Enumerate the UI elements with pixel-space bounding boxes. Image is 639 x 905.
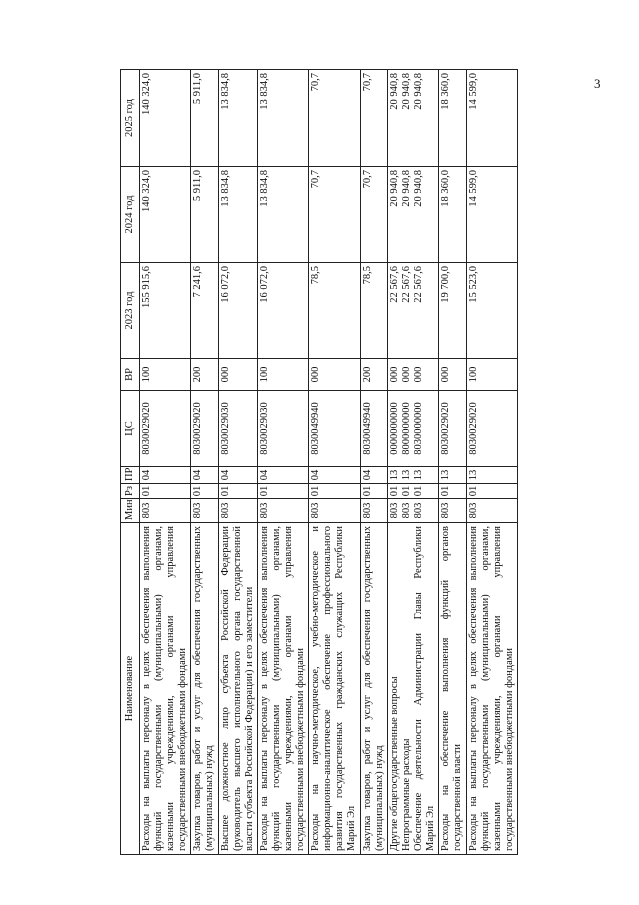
- row-name-line: Обеспечение деятельности Администрации Главы Республики: [412, 526, 424, 851]
- cell-value: 803: [412, 502, 424, 519]
- cell-min: 803: [218, 499, 257, 523]
- cell-value: 20 940,8: [388, 73, 400, 110]
- header-pr: ПР: [121, 467, 140, 484]
- cell-value: 803: [388, 502, 400, 519]
- cell-vr: 200: [360, 359, 387, 391]
- cell-vr: 100: [466, 359, 517, 391]
- cell-value: 20 940,8: [400, 170, 412, 207]
- cell-pr: 13: [439, 467, 466, 484]
- row-name-line: Закупка товаров, работ и услуг для обеспечения государственных: [361, 526, 373, 851]
- cell-rz: 01: [257, 484, 308, 499]
- cell-pr: 04: [257, 467, 308, 484]
- cell-value: 13: [400, 469, 412, 481]
- row-name-line: государственными внебюджетными фондами: [503, 647, 515, 851]
- cell-value: 8030000000: [412, 402, 424, 455]
- table-row: [191, 70, 218, 855]
- table-row: [466, 70, 517, 855]
- row-name-line: казенными учреждениями, органами управления: [165, 526, 176, 851]
- cell-rz: 01: [466, 484, 517, 499]
- cell-y2025: 5 911,0: [191, 70, 218, 167]
- table-row: [140, 70, 191, 855]
- cell-y2023: 16 072,0: [218, 263, 257, 359]
- cell-value: 13: [412, 469, 424, 481]
- cell-y2023: 78,5: [309, 263, 360, 359]
- cell-y2025: 14 599,0: [466, 70, 517, 167]
- cell-rz: 01: [360, 484, 387, 499]
- page-number: 3: [594, 76, 601, 91]
- table-row: [218, 70, 257, 855]
- row-name-line: (муниципальных) нужд: [373, 745, 385, 851]
- row-name-line: информационно-аналитическое обеспечение профессионального: [322, 526, 334, 851]
- cell-value: 01: [388, 485, 400, 497]
- row-name-line: Расходы на научно-методическое, учебно-методическое и: [310, 526, 322, 851]
- cell-y2024: [387, 167, 438, 263]
- row-name-line: развития государственных гражданских служащих Республики: [334, 526, 346, 851]
- cell-y2023: 155 915,6: [140, 263, 191, 359]
- cell-value: 20 940,8: [412, 73, 424, 110]
- cell-cs: [387, 391, 438, 467]
- cell-pr: 13: [466, 467, 517, 484]
- cell-min: 803: [191, 499, 218, 523]
- header-rz: Рз: [121, 484, 140, 499]
- budget-table: [120, 69, 518, 855]
- row-name-line: (руководитель высшего исполнительного органа государственной: [231, 526, 243, 851]
- header-2023: 2023 год: [121, 263, 140, 359]
- row-name-line: государственными внебюджетными фондами: [177, 647, 188, 851]
- row-name-line: Закупка товаров, работ и услуг для обеспечения государственных: [192, 526, 204, 851]
- cell-rz: 01: [309, 484, 360, 499]
- cell-y2023: [387, 263, 438, 359]
- row-name-cell: [140, 523, 191, 855]
- cell-y2024: 14 599,0: [466, 167, 517, 263]
- cell-y2025: [387, 70, 438, 167]
- cell-value: 13: [388, 469, 400, 481]
- cell-y2024: 70,7: [309, 167, 360, 263]
- cell-rz: 01: [439, 484, 466, 499]
- cell-cs: 8030049940: [309, 391, 360, 467]
- cell-min: 803: [360, 499, 387, 523]
- row-name-line: Марий Эл: [424, 805, 436, 851]
- cell-pr: 04: [140, 467, 191, 484]
- cell-y2024: 140 324,0: [140, 167, 191, 263]
- cell-pr: [387, 467, 438, 484]
- cell-value: 0000000000: [388, 402, 400, 455]
- cell-cs: 8030029020: [191, 391, 218, 467]
- cell-value: 22 567,6: [412, 266, 424, 303]
- row-name-line: Непрограммные расходы: [400, 738, 412, 851]
- header-min: Мин: [121, 499, 140, 523]
- cell-vr: [387, 359, 438, 391]
- cell-vr: 000: [309, 359, 360, 391]
- cell-y2025: 70,7: [309, 70, 360, 167]
- cell-value: 01: [412, 485, 424, 497]
- row-name-cell: [257, 523, 308, 855]
- table-header-row: [121, 70, 140, 855]
- row-name-line: государственными внебюджетными фондами: [294, 647, 306, 851]
- cell-cs: 8030029020: [439, 391, 466, 467]
- cell-min: 803: [257, 499, 308, 523]
- cell-rz: [387, 484, 438, 499]
- table-row: [309, 70, 360, 855]
- header-2024: 2024 год: [121, 167, 140, 263]
- cell-value: 803: [400, 502, 412, 519]
- row-name-line: казенными учреждениями, органами управления: [282, 526, 294, 851]
- row-name-line: государственной власти: [452, 743, 464, 851]
- row-name-line: (муниципальных) нужд: [204, 745, 216, 851]
- row-name-line: Высшее должностное лицо субъекта Российской Федерации: [219, 526, 231, 851]
- row-name-cell: [360, 523, 387, 855]
- row-name-line: функций государственными (муниципальными) органами,: [479, 526, 491, 851]
- cell-y2023: 19 700,0: [439, 263, 466, 359]
- row-name-cell: [191, 523, 218, 855]
- cell-value: 20 940,8: [400, 73, 412, 110]
- cell-y2025: 140 324,0: [140, 70, 191, 167]
- cell-y2024: 13 834,8: [218, 167, 257, 263]
- cell-value: 000: [400, 366, 412, 383]
- cell-value: 20 940,8: [388, 170, 400, 207]
- cell-y2023: 16 072,0: [257, 263, 308, 359]
- cell-y2025: 70,7: [360, 70, 387, 167]
- cell-value: 22 567,6: [388, 266, 400, 303]
- cell-y2024: 13 834,8: [257, 167, 308, 263]
- row-name-line: власти субъекта Российской Федерации) и его заместители: [243, 586, 255, 851]
- row-name-line: Расходы на выплаты персоналу в целях обеспечения выполнения: [467, 526, 479, 851]
- cell-min: 803: [466, 499, 517, 523]
- header-cs: ЦС: [121, 391, 140, 467]
- cell-vr: 000: [218, 359, 257, 391]
- cell-min: [387, 499, 438, 523]
- row-name-line: Марий Эл: [346, 805, 358, 851]
- cell-y2025: 13 834,8: [257, 70, 308, 167]
- row-name-cell: [387, 523, 438, 855]
- cell-min: 803: [140, 499, 191, 523]
- header-name: Наименование: [121, 523, 140, 855]
- header-vr: ВР: [121, 359, 140, 391]
- cell-cs: 8030029020: [140, 391, 191, 467]
- row-name-line: функций государственными (муниципальными) органами,: [153, 526, 164, 851]
- row-name-cell: [309, 523, 360, 855]
- row-name-line: казенными учреждениями, органами управления: [491, 526, 503, 851]
- cell-y2023: 7 241,6: [191, 263, 218, 359]
- cell-pr: 04: [360, 467, 387, 484]
- cell-vr: 100: [140, 359, 191, 391]
- row-name-line: Расходы на выплаты персоналу в целях обеспечения выполнения: [141, 526, 152, 851]
- cell-value: 22 567,6: [400, 266, 412, 303]
- row-name-cell: [439, 523, 466, 855]
- cell-vr: 200: [191, 359, 218, 391]
- cell-y2023: 15 523,0: [466, 263, 517, 359]
- row-name-line: Расходы на выплаты персоналу в целях обеспечения выполнения: [258, 526, 270, 851]
- cell-cs: 8030029030: [218, 391, 257, 467]
- row-name-cell: [466, 523, 517, 855]
- cell-value: 000: [388, 366, 400, 383]
- cell-rz: 01: [191, 484, 218, 499]
- cell-pr: 04: [191, 467, 218, 484]
- cell-value: 000: [412, 366, 424, 383]
- cell-value: 01: [400, 485, 412, 497]
- cell-min: 803: [309, 499, 360, 523]
- cell-y2025: 13 834,8: [218, 70, 257, 167]
- cell-rz: 01: [218, 484, 257, 499]
- row-name-line: функций государственными (муниципальными) органами,: [270, 526, 282, 851]
- cell-vr: 100: [257, 359, 308, 391]
- cell-y2024: 5 911,0: [191, 167, 218, 263]
- cell-pr: 04: [218, 467, 257, 484]
- cell-cs: 8030029030: [257, 391, 308, 467]
- row-name-cell: [218, 523, 257, 855]
- row-name-line: Другие общегосударственные вопросы: [388, 676, 400, 851]
- cell-y2024: 70,7: [360, 167, 387, 263]
- cell-y2024: 18 360,0: [439, 167, 466, 263]
- cell-vr: 000: [439, 359, 466, 391]
- header-2025: 2025 год: [121, 70, 140, 167]
- table-row: [439, 70, 466, 855]
- table-row: [360, 70, 387, 855]
- cell-y2023: 78,5: [360, 263, 387, 359]
- cell-rz: 01: [140, 484, 191, 499]
- table-row: [387, 70, 438, 855]
- cell-min: 803: [439, 499, 466, 523]
- cell-value: 8000000000: [400, 402, 412, 455]
- cell-pr: 04: [309, 467, 360, 484]
- cell-y2025: 18 360,0: [439, 70, 466, 167]
- rotated-table-wrapper: [120, 70, 518, 855]
- cell-cs: 8030049940: [360, 391, 387, 467]
- table-body: [140, 70, 518, 855]
- row-name-line: Расходы на обеспечение выполнения функций органов: [440, 526, 452, 851]
- cell-value: 20 940,8: [412, 170, 424, 207]
- cell-cs: 8030029020: [466, 391, 517, 467]
- table-row: [257, 70, 308, 855]
